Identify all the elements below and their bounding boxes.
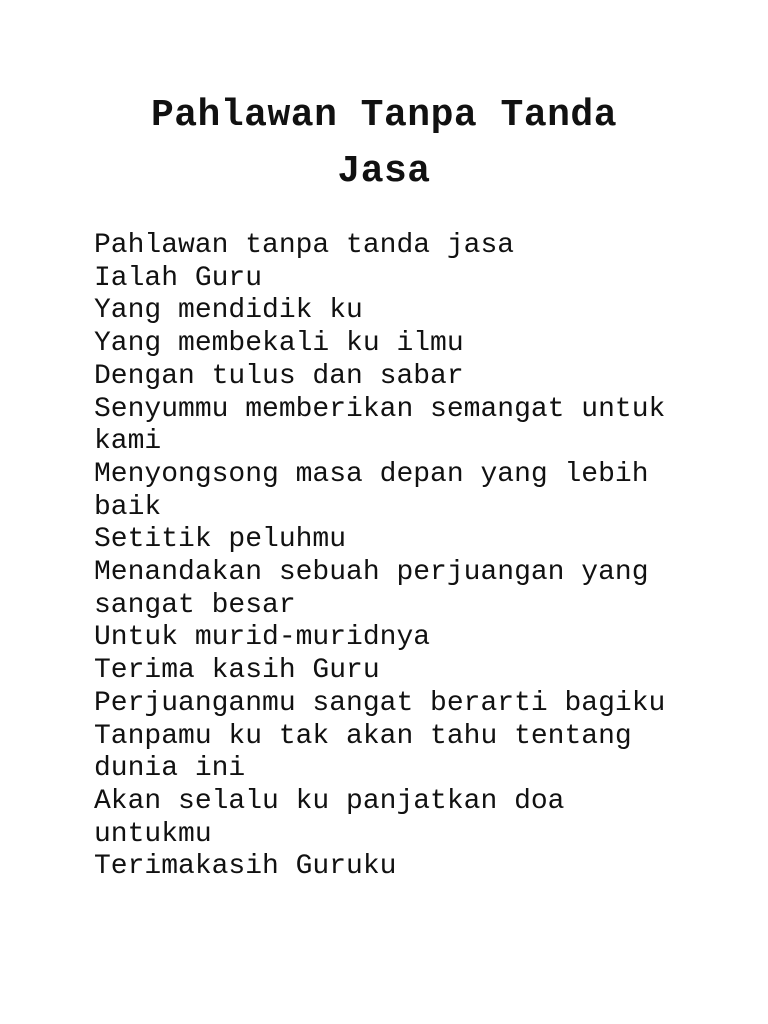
poem-line: Terima kasih Guru [94,655,380,687]
poem-line: Menandakan sebuah perjuangan yang [94,557,649,589]
poem-line: Perjuanganmu sangat berarti bagiku [94,687,666,719]
poem-line: Senyummu memberikan semangat untuk [94,393,666,425]
poem-line: Ialah Guru [94,262,263,294]
poem-line: Yang membekali ku ilmu [94,328,464,360]
poem-line: untukmu [94,818,212,850]
poem-line: Tanpamu ku tak akan tahu tentang [94,720,632,752]
poem-line: Yang mendidik ku [94,295,363,327]
poem-line: dunia ini [94,753,246,785]
poem-line: Untuk murid-muridnya [94,622,431,654]
poem-line: baik [94,491,162,523]
poem-title [60,88,708,200]
poem-line: Menyongsong masa depan yang lebih [94,458,649,490]
poem-line: Akan selalu ku panjatkan doa [94,785,565,817]
poem-line: Setitik peluhmu [94,524,347,556]
poem-line: Dengan tulus dan sabar [94,360,464,392]
poem-line: kami [94,426,162,458]
title-line: Pahlawan Tanpa Tanda [150,94,618,137]
poem-body [94,230,694,884]
poem-line: Pahlawan tanpa tanda jasa [94,230,515,261]
title-line: Jasa [337,150,431,193]
poem-line: sangat besar [94,589,296,621]
poem-line: Terimakasih Guruku [94,851,397,883]
